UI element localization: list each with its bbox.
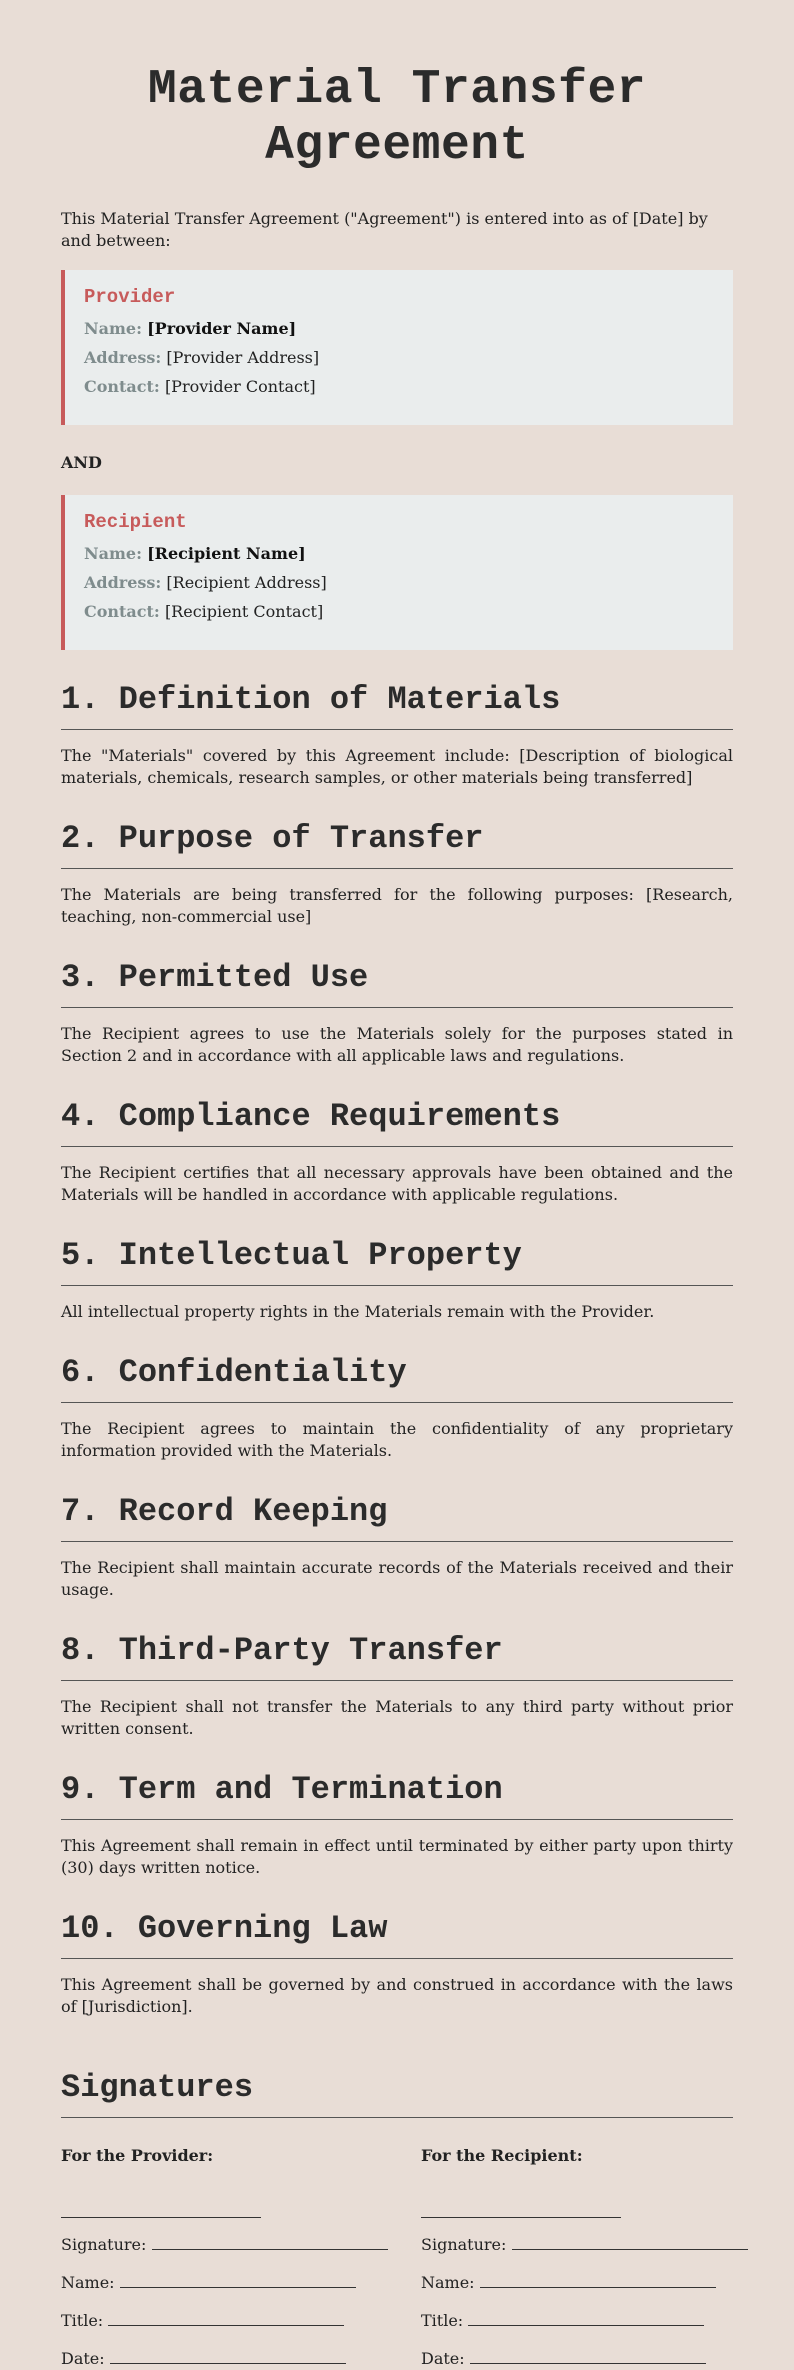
provider-name-value: [Provider Name] — [147, 319, 297, 338]
provider-name-field[interactable] — [61, 2272, 373, 2294]
section-heading: 3. Permitted Use — [61, 958, 733, 1008]
recipient-box — [61, 495, 733, 650]
signature-blank[interactable] — [152, 2237, 388, 2250]
intro-paragraph: This Material Transfer Agreement ("Agreement") is entered into as of [Date] by and between: — [61, 209, 708, 250]
section-heading: 6. Confidentiality — [61, 1353, 733, 1403]
provider-signature-field[interactable] — [61, 2234, 373, 2256]
recipient-signature-line[interactable] — [421, 2199, 621, 2218]
section-record-keeping — [61, 1492, 733, 1601]
signatures-section — [61, 2068, 733, 2370]
title-label: Title: — [61, 2311, 104, 2330]
and-separator: AND — [61, 453, 102, 472]
provider-date-field[interactable] — [61, 2348, 373, 2370]
title-label: Title: — [421, 2311, 464, 2330]
name-blank[interactable] — [120, 2275, 356, 2288]
section-body: The Recipient certifies that all necessary approvals have been obtained and the Materials will be handled in accordance with applicable regulations. — [61, 1163, 733, 1204]
section-heading: 5. Intellectual Property — [61, 1236, 733, 1286]
recipient-address-value: [Recipient Address] — [166, 573, 327, 592]
section-heading: 2. Purpose of Transfer — [61, 819, 733, 869]
provider-contact-row — [84, 372, 714, 401]
recipient-title-field[interactable] — [421, 2310, 733, 2332]
section-body: The Recipient shall not transfer the Materials to any third party without prior written consent. — [61, 1697, 733, 1738]
section-purpose — [61, 819, 733, 928]
provider-title-field[interactable] — [61, 2310, 373, 2332]
section-body: This Agreement shall be governed by and construed in accordance with the laws of [Jurisdiction]. — [61, 1975, 733, 2016]
provider-signature-heading: For the Provider: — [61, 2146, 214, 2165]
provider-box — [61, 270, 733, 425]
section-body: The Recipient agrees to use the Materials solely for the purposes stated in Section 2 and in accordance with all applicable laws and regulations. — [61, 1024, 733, 1065]
date-label: Date: — [421, 2349, 465, 2368]
provider-name-label: Name: — [84, 319, 143, 338]
signatures-heading: Signatures — [61, 2068, 733, 2118]
section-third-party-transfer — [61, 1631, 733, 1740]
recipient-contact-label: Contact: — [84, 602, 160, 621]
provider-address-label: Address: — [84, 348, 162, 367]
section-heading: 9. Term and Termination — [61, 1770, 733, 1820]
document-title: Material Transfer Agreement — [147, 63, 647, 173]
provider-address-value: [Provider Address] — [166, 348, 320, 367]
recipient-signature-block — [421, 2146, 733, 2370]
section-body: The Recipient shall maintain accurate records of the Materials received and their usage. — [61, 1558, 733, 1599]
section-intellectual-property — [61, 1236, 733, 1323]
recipient-address-label: Address: — [84, 573, 162, 592]
section-heading: 4. Compliance Requirements — [61, 1097, 733, 1147]
section-compliance — [61, 1097, 733, 1206]
section-body: The "Materials" covered by this Agreement include: [Description of biological materials, chemicals, research samples, or other materials being transferred] — [61, 746, 733, 787]
section-governing-law — [61, 1909, 733, 2018]
recipient-heading: Recipient — [84, 511, 187, 533]
date-blank[interactable] — [110, 2351, 346, 2364]
name-label: Name: — [61, 2273, 115, 2292]
provider-name-row — [84, 314, 714, 343]
section-heading: 1. Definition of Materials — [61, 680, 733, 730]
recipient-address-row — [84, 568, 714, 597]
section-permitted-use — [61, 958, 733, 1067]
section-confidentiality — [61, 1353, 733, 1462]
provider-heading: Provider — [84, 286, 176, 308]
provider-signature-line[interactable] — [61, 2199, 261, 2218]
recipient-date-field[interactable] — [421, 2348, 733, 2370]
section-body: The Recipient agrees to maintain the confidentiality of any proprietary information provided with the Materials. — [61, 1419, 733, 1460]
date-blank[interactable] — [470, 2351, 706, 2364]
recipient-contact-value: [Recipient Contact] — [164, 602, 324, 621]
title-blank[interactable] — [468, 2313, 704, 2326]
recipient-name-field[interactable] — [421, 2272, 733, 2294]
section-body: This Agreement shall remain in effect until terminated by either party upon thirty (30) days written notice. — [61, 1836, 733, 1877]
signature-blank[interactable] — [512, 2237, 748, 2250]
recipient-signature-heading: For the Recipient: — [421, 2146, 583, 2165]
signature-label: Signature: — [61, 2235, 147, 2254]
section-definition — [61, 680, 733, 789]
section-term-termination — [61, 1770, 733, 1879]
section-heading: 7. Record Keeping — [61, 1492, 733, 1542]
section-body: The Materials are being transferred for the following purposes: [Research, teaching, non-commercial use] — [61, 885, 733, 926]
recipient-name-label: Name: — [84, 544, 143, 563]
name-label: Name: — [421, 2273, 475, 2292]
section-heading: 10. Governing Law — [61, 1909, 733, 1959]
recipient-contact-row — [84, 597, 714, 626]
provider-contact-label: Contact: — [84, 377, 160, 396]
signature-label: Signature: — [421, 2235, 507, 2254]
provider-contact-value: [Provider Contact] — [164, 377, 316, 396]
recipient-signature-field[interactable] — [421, 2234, 733, 2256]
recipient-name-value: [Recipient Name] — [147, 544, 306, 563]
recipient-name-row — [84, 539, 714, 568]
date-label: Date: — [61, 2349, 105, 2368]
section-heading: 8. Third-Party Transfer — [61, 1631, 733, 1681]
title-blank[interactable] — [108, 2313, 344, 2326]
section-body: All intellectual property rights in the Materials remain with the Provider. — [61, 1302, 655, 1321]
name-blank[interactable] — [480, 2275, 716, 2288]
provider-address-row — [84, 343, 714, 372]
provider-signature-block — [61, 2146, 373, 2370]
signature-columns — [61, 2146, 733, 2370]
